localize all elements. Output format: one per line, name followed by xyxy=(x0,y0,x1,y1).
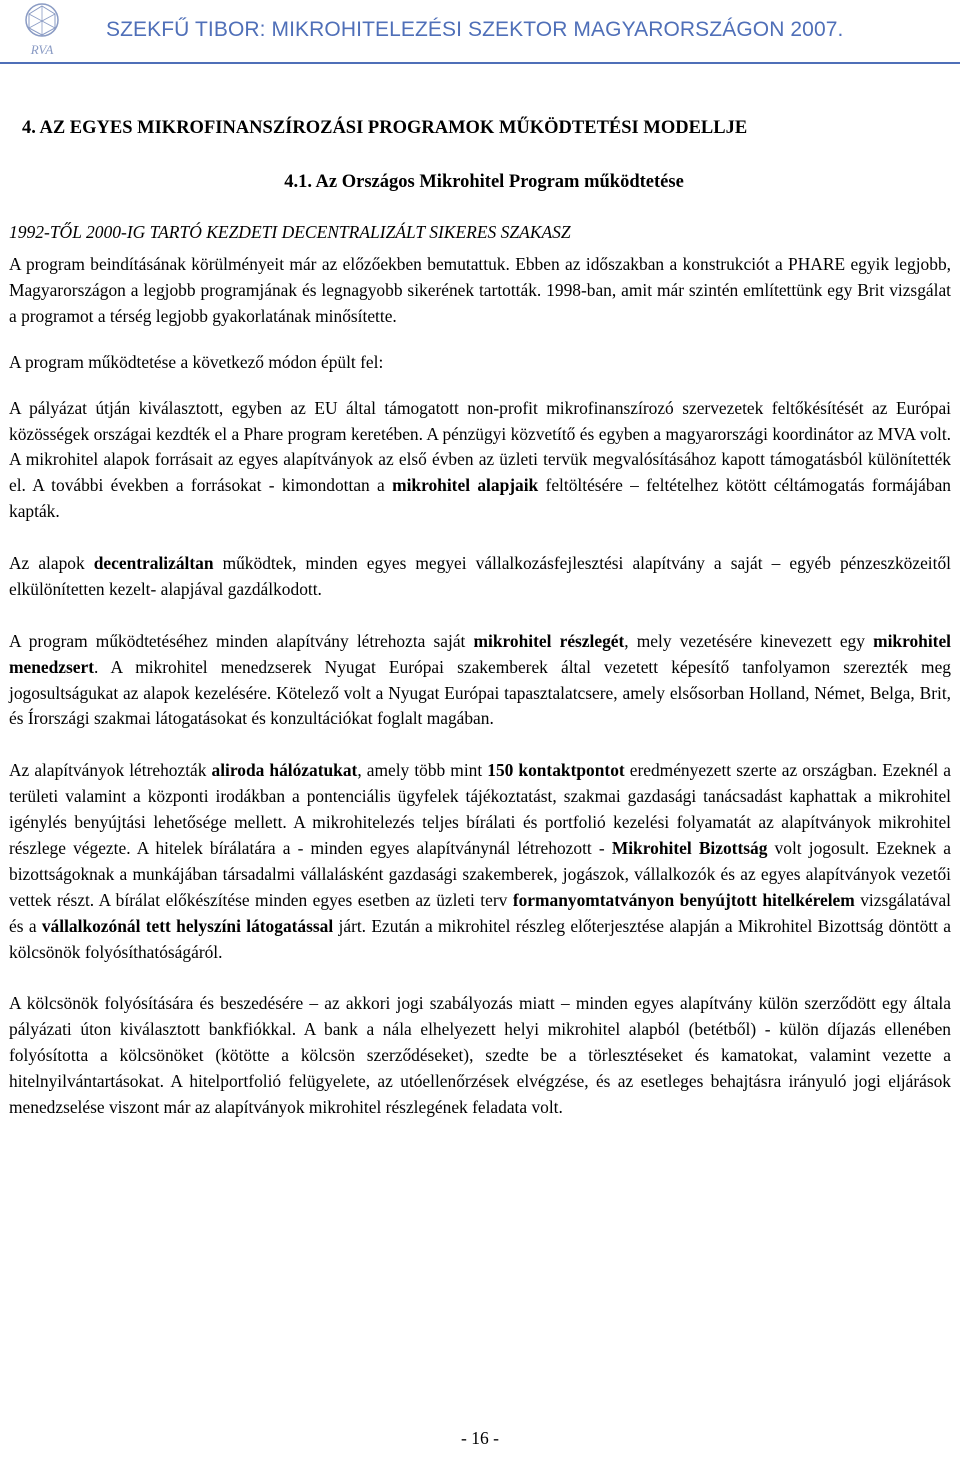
header-divider xyxy=(0,62,960,64)
paragraph-7: A kölcsönök folyósítására és beszedésére – az akkori jogi szabályozás miatt – minden egyes alapítvány külön szerződött egy általa pályázati úton kiválasztott bankfiókkal. A bank a nála elhelyezett helyi mikrohitel alapból (betétből) - külön díjazás ellenében folyósította a kölcsönöket (kötötte a kölcsön szerződéseket), szedte be a törlesztéseket és kamatokat, valamint vezette a hitelnyilvántartásokat. A hitelportfolió felügyelete, az utóellenőrzések elvégzése, és az esetleges behajtásra irányuló jogi eljárások menedzselése viszont már az alapítványok mikrohitel részlegének feladata volt. xyxy=(9,993,951,1118)
subsection-heading: 1992-TŐL 2000-IG TARTÓ KEZDETI DECENTRALIZÁLT SIKERES SZAKASZ xyxy=(9,222,571,242)
section-heading xyxy=(0,172,960,193)
page-number: - 16 - xyxy=(461,1428,499,1448)
paragraph-2: A program működtetése a következő módon épült fel: xyxy=(9,351,384,372)
rva-logo-icon xyxy=(22,2,62,60)
paragraph-6: Az alapítványok létrehozták aliroda hálózatukat, amely több mint 150 kontaktpontot eredményezett szerte az országban. Ezeknél a területi valamint a központi irodákban a pontenciális ügyfelek tájékoztatást, szakmai gazdasági tanácsadást kaphattak a mikrohitel igénylés benyújtási lehetősége mellett. A mikrohitelezés teljes bírálati és portfolió kezelési folyamatát az alapítványok mikrohitel részlege végezte. A hitelek bírálatára a - minden egyes alapítványnál létrehozott - Mikrohitel Bizottság volt jogosult. Ezeknek a bizottságoknak a munkájában társadalmi vállalásként gazdasági szakemberek, jogászok, vállalkozók és az egyes alapítványok vezetői vettek részt. A bírálat előkészítése minden egyes esetben az üzleti terv formanyomtatványon benyújtott hitelkérelem vizsgálatával és a vállalkozónál tett helyszíni látogatással járt. Ezután a mikrohitel részleg előterjesztése alapján a Mikrohitel Bizottság döntött a kölcsönök folyósíthatóságáról. xyxy=(9,760,951,962)
section-heading-text: 4.1. Az Országos Mikrohitel Program működtetése xyxy=(284,172,684,192)
page-header xyxy=(0,0,960,72)
paragraph-5: A program működtetéséhez minden alapítvány létrehozta saját mikrohitel részlegét, mely vezetésére kinevezett egy mikrohitel menedzsert. A mikrohitel menedzserek Nyugat Európai szakemberek által vezetett képesítő tanfolyamon szerezték meg jogosultságukat az alapok kezelésére. Kötelező volt a Nyugat Európai tapasztalatcsere, amely elsősorban Holland, Német, Belga, Brit, és Írországi szakmai látogatásokat és konzultációkat foglalt magában. xyxy=(9,630,952,729)
logo-text: RVA xyxy=(30,42,54,57)
paragraph-3: A pályázat útján kiválasztott, egyben az EU által támogatott non-profit mikrofinanszírozó szervezetek feltőkésítését az Európai közösségek országai kezdték el a Phare program keretében. A pénzügyi közvetítő és egyben a magyarországi koordinátor az MVA volt. A mikrohitel alapok forrásait az egyes alapítványok az első évben az üzleti tervük megvalósításához kapott támogatásból különítették el. A további években a forrásokat - kimondottan a mikrohitel alapjaik feltöltésére – feltételhez kötött céltámogatás formájában kapták. xyxy=(9,397,951,522)
body-text xyxy=(9,252,951,1147)
chapter-heading: 4. AZ EGYES MIKROFINANSZÍROZÁSI PROGRAMOK MŰKÖDTETÉSI MODELLJE xyxy=(22,118,748,138)
paragraph-4: Az alapok decentralizáltan működtek, minden egyes megyei vállalkozásfejlesztési alapítvány a saját – egyéb pénzeszközeitől elkülönítetten kezelt- alapjával gazdálkodott. xyxy=(9,553,951,599)
running-header-title: SZEKFŰ TIBOR: MIKROHITELEZÉSI SZEKTOR MAGYARORSZÁGON 2007. xyxy=(106,18,844,41)
paragraph-1: A program beindításának körülményeit már az előzőekben bemutattuk. Ebben az időszakban a konstrukciót a PHARE egyik legjobb, Magyarországon a legjobb programjának és legnagyobb sikerének tartották. 1998-ban, amit már szintén említettünk egy Brit vizsgálat a programot a térség legjobb gyakorlatának minősítette. xyxy=(9,254,951,326)
